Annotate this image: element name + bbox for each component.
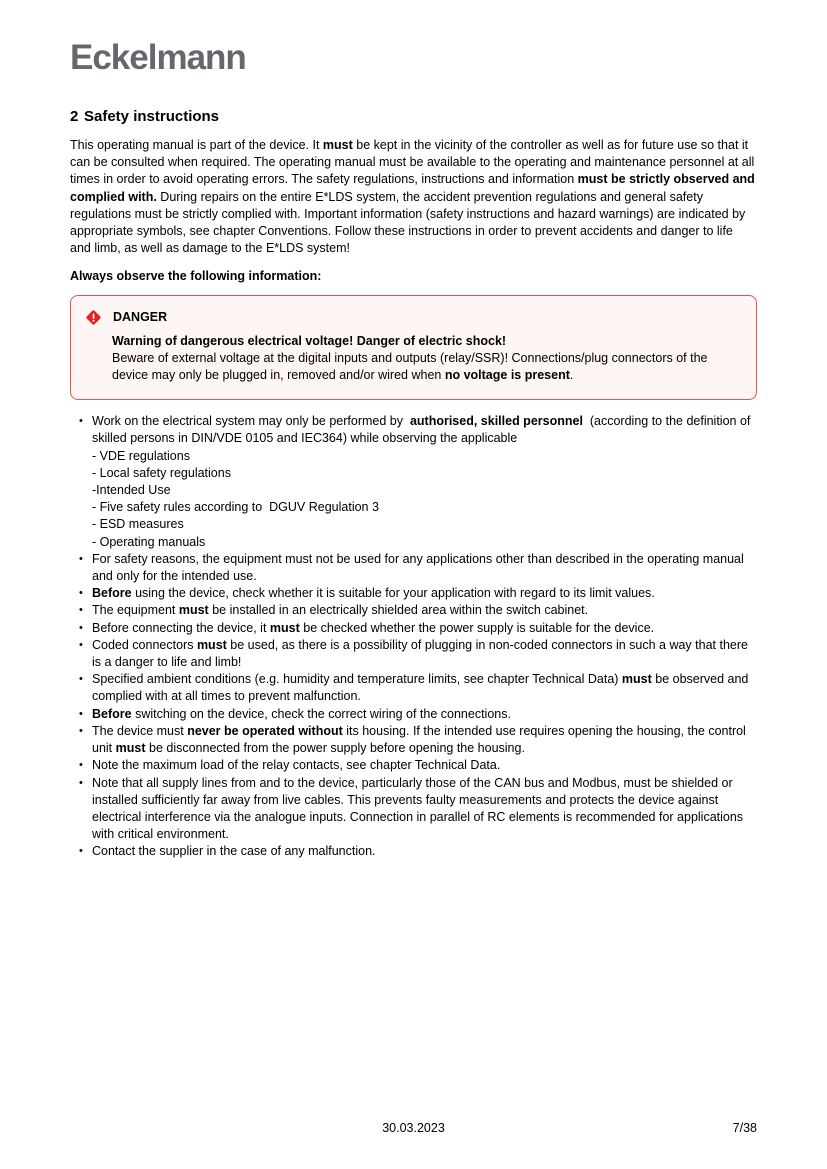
bullet-item bbox=[70, 706, 757, 723]
danger-header bbox=[85, 309, 742, 326]
bullet-icon: • bbox=[79, 724, 83, 737]
bullet-sublines bbox=[92, 448, 757, 551]
bullet-icon: • bbox=[79, 587, 83, 600]
bullet-text: Specified ambient conditions (e.g. humidity and temperature limits, see chapter Technical Data) must be observed and complied with at all times to prevent malfunction. bbox=[92, 672, 752, 704]
bullet-text: Note the maximum load of the relay contacts, see chapter Technical Data. bbox=[92, 758, 501, 773]
bullet-subline: - ESD measures bbox=[92, 517, 184, 532]
bullet-body bbox=[92, 637, 757, 671]
bullet-icon: • bbox=[79, 621, 83, 634]
bullet-text: For safety reasons, the equipment must not be used for any applications other than described in the operating manual and only for the intended use. bbox=[92, 551, 748, 584]
bullet-item bbox=[70, 551, 757, 585]
bullet-item bbox=[70, 585, 757, 602]
bullet-body bbox=[92, 775, 757, 844]
danger-body: Beware of external voltage at the digital inputs and outputs (relay/SSR)! Connections/plug connectors of the device may only be plugged in, removed and/or wired when no voltage is present. bbox=[112, 350, 711, 383]
bullet-body bbox=[92, 585, 757, 602]
section-heading bbox=[70, 108, 757, 125]
bullet-body bbox=[92, 551, 757, 585]
bullet-icon: • bbox=[79, 707, 83, 720]
bullet-icon: • bbox=[79, 638, 83, 651]
bullet-text: Before connecting the device, it must be checked whether the power supply is suitable for the device. bbox=[92, 620, 655, 635]
bullet-text: The equipment must be installed in an electrically shielded area within the switch cabinet. bbox=[92, 603, 589, 618]
section-title: Safety instructions bbox=[84, 108, 220, 125]
bullet-body bbox=[92, 843, 757, 860]
footer-page-number: 7/38 bbox=[732, 1121, 757, 1135]
bullet-text: Before using the device, check whether it is suitable for your application with regard to its limit values. bbox=[92, 586, 655, 601]
bullet-text: Work on the electrical system may only be performed by authorised, skilled personnel (according to the definition of skilled persons in DIN/VDE 0105 and IEC364) while observing the applicable bbox=[92, 414, 754, 446]
bullet-text: Note that all supply lines from and to the device, particularly those of the CAN bus and Modbus, must be shielded or installed sufficiently far away from live cables. This prevents faulty measurements and protects the device against electrical interference via the analogue inputs. Connection in parallel of RC elements is recommended for applications with critical environment. bbox=[92, 775, 747, 842]
safety-bullet-list bbox=[70, 413, 757, 860]
bullet-body bbox=[92, 757, 757, 774]
eckelmann-logo: Eckelmann bbox=[70, 38, 246, 77]
bullet-text: Coded connectors must be used, as there is a possibility of plugging in non-coded connectors in such a way that there is a danger to life and limb! bbox=[92, 637, 752, 670]
bullet-text: Contact the supplier in the case of any malfunction. bbox=[92, 844, 376, 859]
danger-box bbox=[70, 295, 757, 401]
bullet-item bbox=[70, 843, 757, 860]
bullet-body bbox=[92, 413, 757, 551]
bullet-item bbox=[70, 757, 757, 774]
bullet-icon: • bbox=[79, 845, 83, 858]
bullet-subline: -Intended Use bbox=[92, 483, 171, 498]
bullet-icon: • bbox=[79, 415, 83, 428]
bullet-icon: • bbox=[79, 759, 83, 772]
bullet-text: Before switching on the device, check the correct wiring of the connections. bbox=[92, 706, 511, 721]
bullet-item bbox=[70, 620, 757, 637]
bullet-item bbox=[70, 413, 757, 551]
bullet-body bbox=[92, 602, 757, 619]
bullet-subline: - Operating manuals bbox=[92, 534, 206, 549]
bullet-item bbox=[70, 775, 757, 844]
intro-paragraph: This operating manual is part of the device. It must be kept in the vicinity of the controller as well as for future use so that it can be consulted when required. The operating manual must be available to the operating and maintenance personnel at all times in order to avoid operating errors. The safety regulations, instructions and information must be strictly observed and complied with. During repairs on the entire E*LDS system, the accident prevention regulations and general safety regulations must be strictly complied with. Important information (safety instructions and hazard warnings) are indicated by appropriate symbols, see chapter Conventions. Follow these instructions in order to prevent accidents and danger to life and limb, as well as damage to the E*LDS system! bbox=[70, 138, 759, 256]
always-observe-note: Always observe the following information: bbox=[70, 269, 322, 284]
bullet-item bbox=[70, 671, 757, 705]
section-number: 2 bbox=[70, 108, 79, 125]
bullet-icon: • bbox=[79, 604, 83, 617]
bullet-subline: - Five safety rules according to DGUV Regulation 3 bbox=[92, 500, 379, 515]
footer-date: 30.03.2023 bbox=[382, 1121, 445, 1135]
danger-label: DANGER bbox=[113, 310, 168, 325]
bullet-icon: • bbox=[79, 673, 83, 686]
bullet-body bbox=[92, 620, 757, 637]
bullet-icon: • bbox=[79, 552, 83, 565]
bullet-body bbox=[92, 671, 757, 705]
danger-diamond-icon bbox=[85, 309, 102, 326]
bullet-subline: - VDE regulations bbox=[92, 448, 190, 463]
bullet-body bbox=[92, 706, 757, 723]
bullet-body bbox=[92, 723, 757, 757]
danger-content bbox=[112, 333, 742, 385]
bullet-item bbox=[70, 602, 757, 619]
bullet-subline: - Local safety regulations bbox=[92, 465, 231, 480]
bullet-text: The device must never be operated without its housing. If the intended use requires opening the housing, the control unit must be disconnected from the power supply before opening the housing. bbox=[92, 723, 750, 756]
bullet-icon: • bbox=[79, 776, 83, 789]
danger-title: Warning of dangerous electrical voltage! Danger of electric shock! bbox=[112, 333, 507, 348]
page-footer bbox=[0, 1120, 827, 1137]
bullet-item bbox=[70, 637, 757, 671]
bullet-item bbox=[70, 723, 757, 757]
